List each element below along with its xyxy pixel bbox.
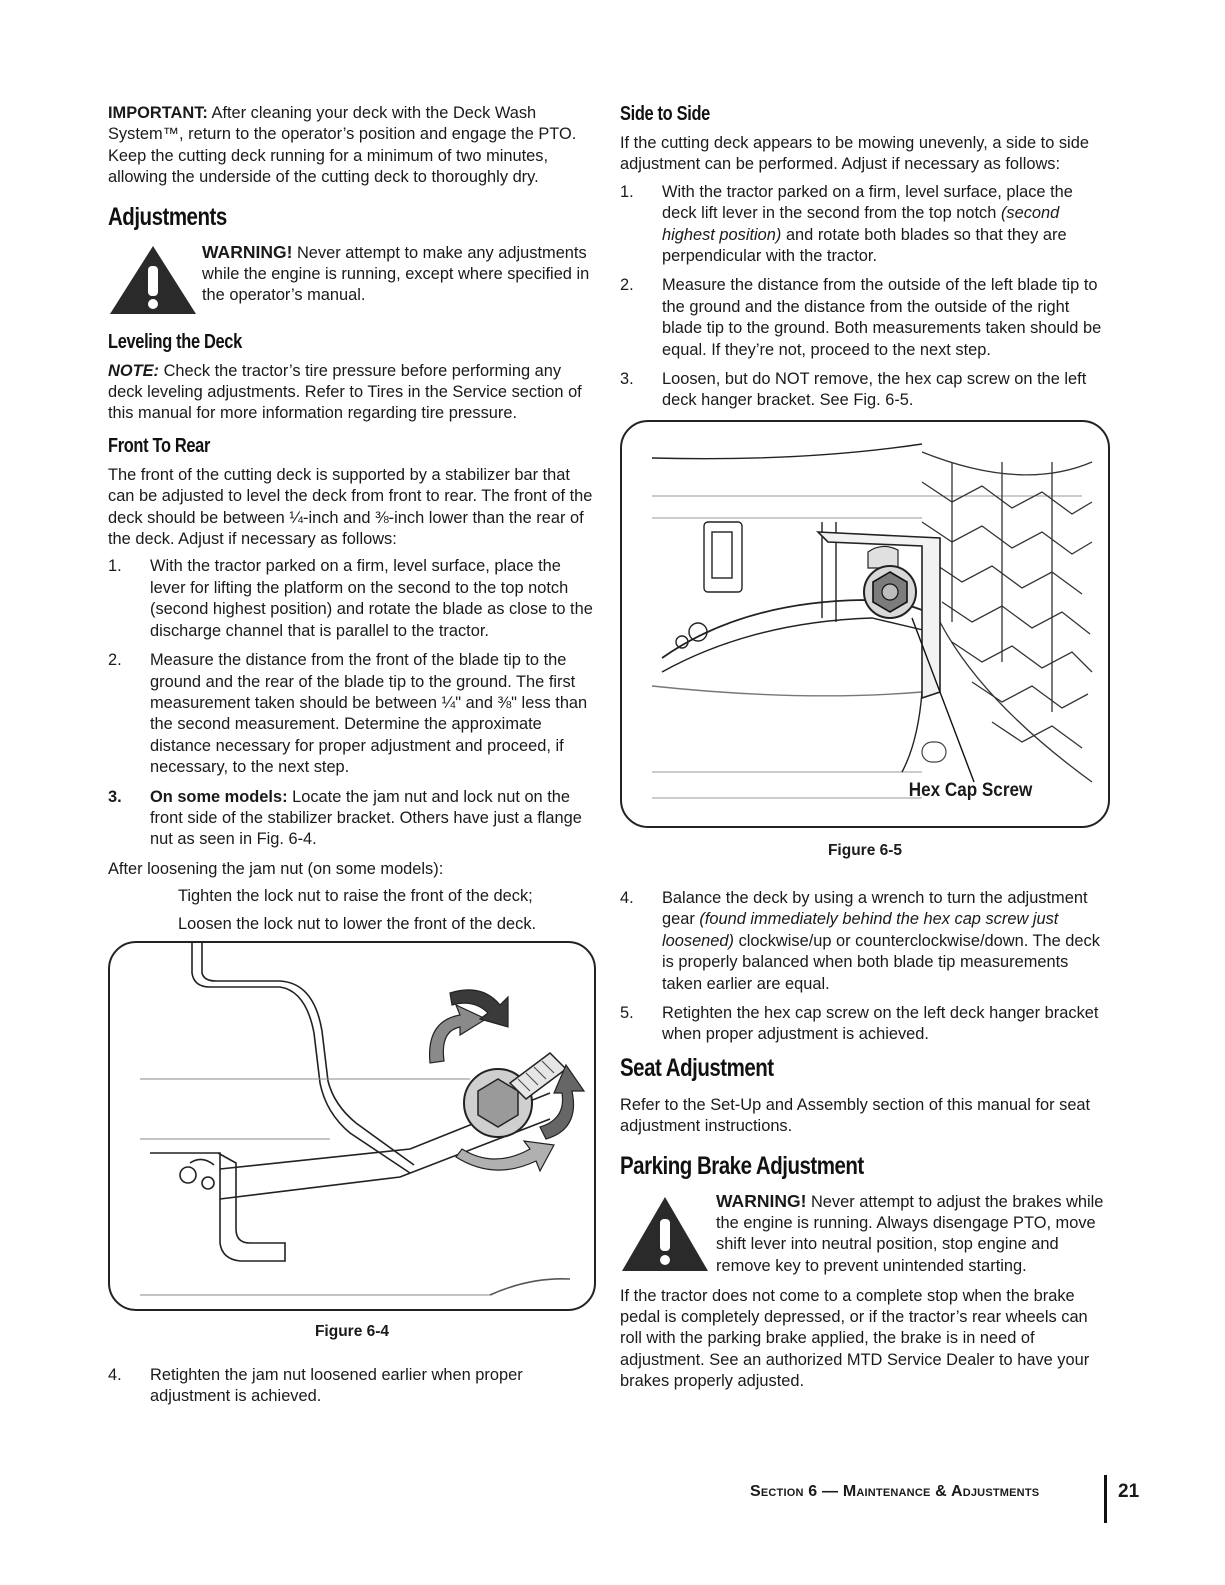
tighten-loosen-lines	[108, 886, 596, 935]
front-rear-final-step	[108, 1365, 596, 1408]
brake-text: If the tractor does not come to a complete stop when the brake pedal is completely depressed, or if the tractor’s rear wheels can roll with the parking brake applied, the brake is in need of adjustment. See an authorized MTD Service Dealer to have your brakes properly adjusted.	[620, 1286, 1090, 1391]
step-number: 4.	[108, 1365, 122, 1384]
step-text	[662, 888, 1110, 995]
warning-label: WARNING!	[716, 1190, 807, 1211]
right-column	[620, 103, 1110, 1393]
side-steps	[620, 182, 1110, 412]
front-rear-intro: The front of the cutting deck is supported by a stabilizer bar that can be adjusted to level the deck from front to rear. The front of the deck should be between ¼-inch and ⅜-inch lower than the rear of the deck. Adjust if necessary as follows:	[108, 465, 593, 549]
warning-triangle-icon	[108, 244, 198, 321]
warning-triangle-icon	[620, 1193, 710, 1278]
side-steps-continued	[620, 888, 1110, 1046]
footer-section-title: Section 6 — Maintenance & Adjustments	[750, 1483, 1040, 1500]
step-text: Measure the distance from the outside of the left blade tip to the ground and the distance from the outside of the right blade tip to the ground. Both measurements taken should be equal. If they’re not, proceed to the next step.	[662, 276, 1102, 359]
hex-cap-screw-label: Hex Cap Screw	[908, 779, 1032, 801]
front-rear-heading: Front To Rear	[108, 434, 211, 457]
parking-brake-heading: Parking Brake Adjustment	[620, 1151, 864, 1180]
list-item	[108, 787, 596, 851]
leveling-heading: Leveling the Deck	[108, 330, 242, 353]
list-item	[620, 182, 1110, 268]
warning-body: Never attempt to adjust the brakes while the engine is running. Always disengage PTO, move shift lever into neutral position, stop engine and remove key to prevent unintended starting.	[716, 1192, 1104, 1275]
list-item	[108, 1365, 596, 1408]
step4-text-a: Balance the deck by using a wrench to turn the adjustment gear	[662, 888, 1088, 929]
hex-cap-screw-icon	[864, 566, 916, 618]
figure-6-4-caption: Figure 6-4	[314, 1322, 390, 1340]
footer-divider	[1104, 1475, 1107, 1523]
step-number: 3.	[108, 787, 122, 806]
figure-6-4	[108, 941, 596, 1311]
figure-6-5-caption: Figure 6-5	[827, 841, 903, 859]
step-number: 1.	[108, 557, 122, 576]
step-text: Retighten the hex cap screw on the left deck hanger bracket when proper adjustment is achieved.	[662, 1003, 1099, 1044]
list-item	[620, 888, 1110, 995]
note-label: NOTE:	[108, 361, 159, 380]
list-item	[108, 556, 596, 642]
step-text	[662, 182, 1110, 268]
step-text: With the tractor parked on a firm, level surface, place the lever for lifting the platform on the second to the top notch (second highest position) and rotate the blade as close to the discharge channel that is parallel to the tractor.	[150, 557, 593, 640]
list-item	[620, 275, 1110, 361]
figure-6-5	[620, 420, 1110, 828]
stabilizer-bracket-illustration	[110, 943, 596, 1309]
seat-text: Refer to the Set-Up and Assembly section of this manual for seat adjustment instructions.	[620, 1095, 1091, 1136]
step1-emphasis: (second highest position)	[662, 204, 1060, 244]
step-number: 2.	[108, 651, 122, 670]
seat-adjustment-heading: Seat Adjustment	[620, 1053, 774, 1082]
list-item	[620, 369, 1110, 412]
important-label: IMPORTANT:	[108, 104, 208, 122]
page-footer	[750, 1475, 1170, 1523]
side-intro: If the cutting deck appears to be mowing unevenly, a side to side adjustment can be performed. Adjust if necessary as follows:	[620, 134, 1089, 174]
step4-emphasis: (found immediately behind the hex cap screw just loosened)	[662, 910, 1059, 950]
warning-body: Never attempt to make any adjustments while the engine is running, except where specified in the operator’s manual.	[202, 243, 590, 305]
loosen-line: Loosen the lock nut to lower the front of the deck.	[178, 914, 537, 933]
step-number: 5.	[620, 1003, 634, 1022]
tighten-line: Tighten the lock nut to raise the front of the deck;	[178, 887, 533, 906]
note-paragraph	[108, 361, 596, 425]
hex-cap-screw-illustration	[622, 422, 1110, 826]
warning-label: WARNING!	[202, 241, 293, 262]
step-text: Loosen, but do NOT remove, the hex cap screw on the left deck hanger bracket. See Fig. 6-5.	[662, 370, 1087, 410]
side-to-side-heading: Side to Side	[620, 103, 710, 125]
step1-text-b: and rotate both blades so that they are perpendicular with the tractor.	[662, 225, 1067, 266]
important-paragraph	[108, 103, 596, 189]
step-text	[150, 787, 596, 851]
step-text: Measure the distance from the front of the blade tip to the ground and the rear of the blade tip to the ground. The first measurement taken should be between ¼" and ⅜" less than the second measurement. Determine the approximate distance necessary for proper adjustment and proceed, if necessary, to the next step.	[150, 651, 588, 777]
step-number: 3.	[620, 370, 634, 389]
step3-body: Locate the jam nut and lock nut on the front side of the stabilizer bracket. Others have just a flange nut as seen in Fig. 6-4.	[150, 787, 582, 849]
list-item	[620, 1003, 1110, 1046]
list-item	[108, 650, 596, 778]
step-number: 1.	[620, 182, 634, 201]
important-text: After cleaning your deck with the Deck Wash System™, return to the operator’s position and engage the PTO. Keep the cutting deck running for a minimum of two minutes, allowing the underside of the cutting deck to thoroughly dry.	[108, 104, 577, 187]
front-rear-steps	[108, 556, 596, 850]
warning-block	[620, 1190, 1110, 1278]
step-number: 4.	[620, 888, 634, 907]
warning-text	[202, 242, 596, 307]
warning-text	[716, 1191, 1110, 1278]
note-text: Check the tractor’s tire pressure before performing any deck leveling adjustments. Refer to Tires in the Service section of this manual for more information regarding tire pressure.	[108, 361, 582, 423]
step4-text-b: clockwise/up or counterclockwise/down. The deck is properly balanced when both blade tip measurements taken earlier are equal.	[662, 931, 1100, 993]
adjustments-heading: Adjustments	[108, 202, 227, 231]
page-number: 21	[1118, 1481, 1140, 1502]
tire-tread	[922, 452, 1092, 782]
after-loosening: After loosening the jam nut (on some models):	[108, 859, 444, 878]
step-text: Retighten the jam nut loosened earlier when proper adjustment is achieved.	[150, 1365, 523, 1406]
warning-block	[108, 241, 596, 321]
step1-text-a: With the tractor parked on a firm, level surface, place the deck lift lever in the second from the top notch	[662, 182, 1073, 223]
step3-bold: On some models:	[150, 787, 288, 806]
step-number: 2.	[620, 276, 634, 295]
left-column	[108, 103, 596, 1416]
